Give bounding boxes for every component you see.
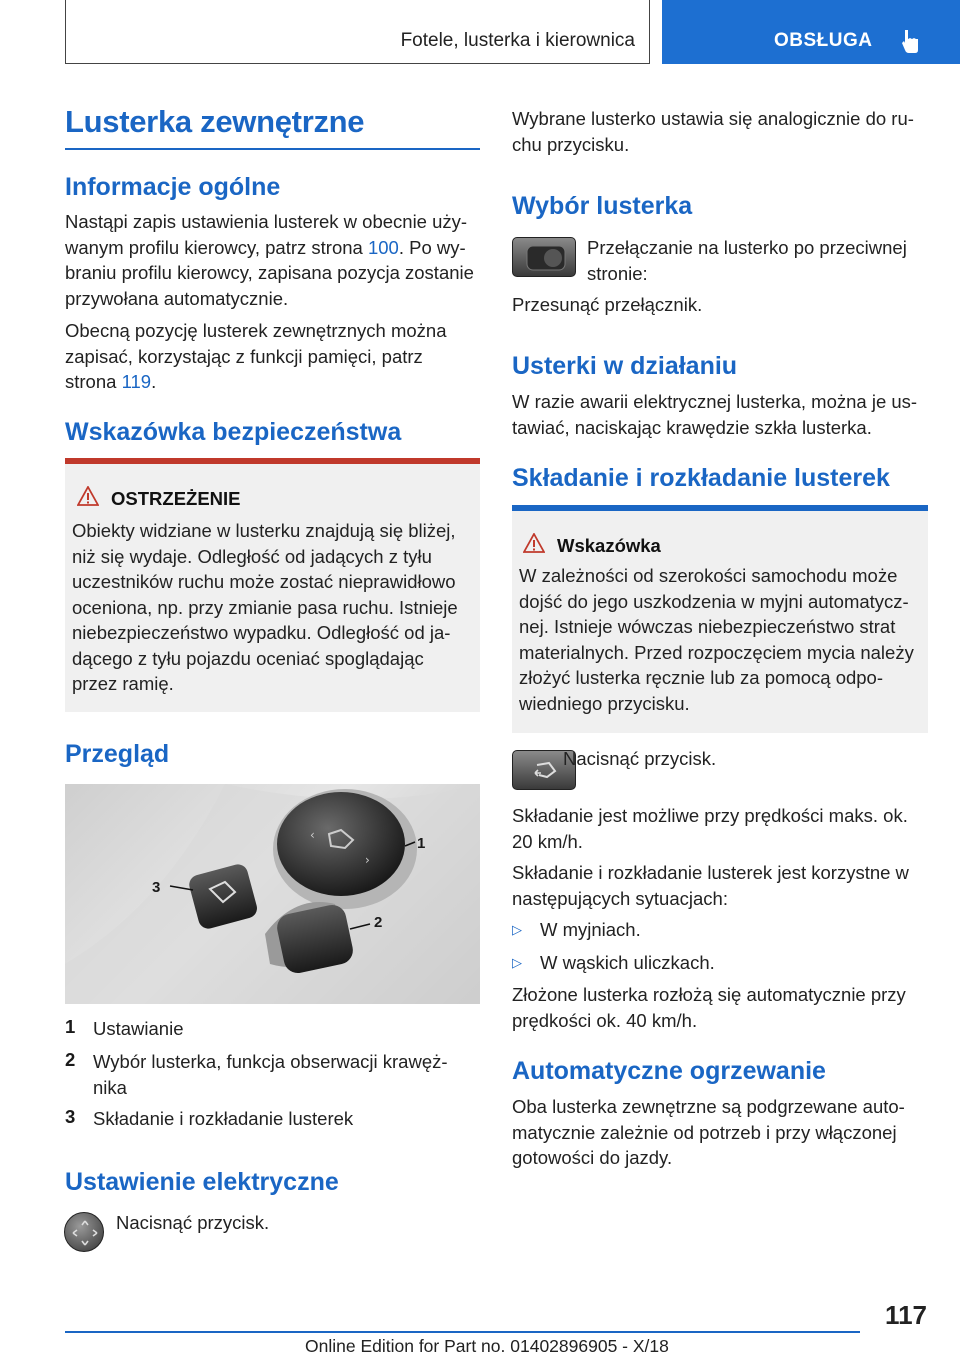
callout-3: 3 bbox=[152, 879, 161, 896]
callout-1: 1 bbox=[417, 835, 426, 852]
page-number: 117 bbox=[885, 1300, 927, 1330]
list-item: W wąskich uliczkach. bbox=[540, 952, 715, 973]
electric-text: Nacisnąć przycisk. bbox=[116, 1212, 270, 1233]
select-icon-text: Przełączanie na lusterko po przeciwnej stronie: bbox=[587, 237, 907, 284]
footer-edition: Online Edition for Part no. 01402896905 - X/18 bbox=[305, 1336, 669, 1356]
select-text: Przesunąć przełącznik. bbox=[512, 294, 703, 315]
warning-triangle-icon bbox=[523, 533, 545, 553]
warning-triangle-icon bbox=[77, 486, 99, 506]
note-title: Wskazówka bbox=[557, 535, 661, 556]
folding-paragraph-3: Złożone lusterka rozłożą się automatycznie przy prędkości ok. 40 km/h. bbox=[512, 984, 906, 1031]
callout-2: 2 bbox=[374, 914, 383, 931]
general-paragraph-1: Nastąpi zapis ustawienia lusterek w obecnie uży- wanym profilu kierowcy, patrz strona 100. Po wy- braniu profilu kierowcy, zapisana pozycja zostanie przywołana automatycznie. bbox=[65, 211, 474, 309]
warning-text: Obiekty widziane w lusterku znajdują się bliżej, niż się wydaje. Odległość od jadących z tyłu uczestników ruchu może zostać nieprawidłowo oceniona, np. przy zmianie pasa ruchu. Istnieje niebezpieczeństwo wypadku. Odległość od ja- dącego z tyłu pojazdu oceniać spoglądając przez ramię. bbox=[72, 520, 458, 694]
list-number: 2 bbox=[65, 1049, 76, 1070]
folding-paragraph-1: Składanie jest możliwe przy prędkości maks. ok. 20 km/h. bbox=[512, 805, 908, 852]
heading-faults: Usterki w działaniu bbox=[512, 352, 738, 380]
warning-title: OSTRZEŻENIE bbox=[111, 488, 241, 509]
general-paragraph-2: Obecną pozycję lusterek zewnętrznych można zapisać, korzystając z funkcji pamięci, patrz strona 119. bbox=[65, 320, 447, 392]
mirror-selector-switch-icon bbox=[512, 237, 576, 277]
heading-select: Wybór lusterka bbox=[512, 192, 693, 220]
heading-overview: Przegląd bbox=[65, 740, 170, 768]
bullet-triangle-icon: ▷ bbox=[512, 922, 522, 937]
header-chapter-label: OBSŁUGA bbox=[774, 30, 873, 51]
svg-text:›: › bbox=[365, 853, 370, 867]
heading-electric: Ustawienie elektryczne bbox=[65, 1168, 339, 1196]
heading-safety: Wskazówka bezpieczeństwa bbox=[65, 418, 402, 446]
page-title: Lusterka zewnętrzne bbox=[65, 104, 365, 139]
list-number: 3 bbox=[65, 1106, 76, 1127]
intro-text: Wybrane lusterko ustawia się analogicznie do ru- chu przycisku. bbox=[512, 108, 914, 155]
list-item: W myjniach. bbox=[540, 919, 641, 940]
faults-text: W razie awarii elektrycznej lusterka, można je us- tawiać, naciskając krawędzie szkła lusterka. bbox=[512, 391, 918, 438]
page-link-119[interactable]: 119 bbox=[121, 371, 152, 392]
note-box bbox=[512, 511, 928, 733]
mirror-controls-illustration bbox=[65, 784, 480, 1004]
svg-text:‹: ‹ bbox=[310, 828, 315, 842]
note-text: W zależności od szerokości samochodu może dojść do jego uszkodzenia w myjni automatycz- nej. Istnieje wówczas niebezpieczeństwo strat materialnych. Przed rozpoczęciem mycia należy złożyć lusterka ręcznie lub za pomocą odpo- wiedniego przycisku. bbox=[519, 565, 914, 714]
heading-general: Informacje ogólne bbox=[65, 173, 281, 201]
list-item: Wybór lusterka, funkcja obserwacji krawęż- nika bbox=[93, 1051, 448, 1098]
mirror-controls-photo bbox=[65, 784, 480, 1004]
header-chapter-tab[interactable] bbox=[662, 0, 960, 64]
heading-heating: Automatyczne ogrzewanie bbox=[512, 1057, 826, 1085]
heading-folding: Składanie i rozkładanie lusterek bbox=[512, 464, 890, 492]
footer-rule bbox=[65, 1331, 860, 1333]
page-link-100[interactable]: 100 bbox=[367, 236, 399, 258]
title-rule bbox=[65, 148, 480, 150]
warning-box bbox=[65, 464, 480, 712]
fold-icon-text: Nacisnąć przycisk. bbox=[563, 748, 717, 769]
bullet-triangle-icon: ▷ bbox=[512, 955, 522, 970]
pointing-hand-icon bbox=[898, 28, 924, 54]
list-item: Składanie i rozkładanie lusterek bbox=[93, 1108, 354, 1129]
list-item: Ustawianie bbox=[93, 1018, 184, 1039]
list-number: 1 bbox=[65, 1016, 76, 1037]
heating-text: Oba lusterka zewnętrzne są podgrzewane auto- matycznie zależnie od potrzeb i przy włączonej gotowości do jazdy. bbox=[512, 1096, 905, 1168]
header-section-title: Fotele, lusterka i kierownica bbox=[400, 30, 635, 51]
header-section-box bbox=[65, 0, 650, 64]
folding-paragraph-2: Składanie i rozkładanie lusterek jest korzystne w następujących sytuacjach: bbox=[512, 862, 909, 909]
mirror-adjust-button-icon bbox=[64, 1212, 104, 1252]
